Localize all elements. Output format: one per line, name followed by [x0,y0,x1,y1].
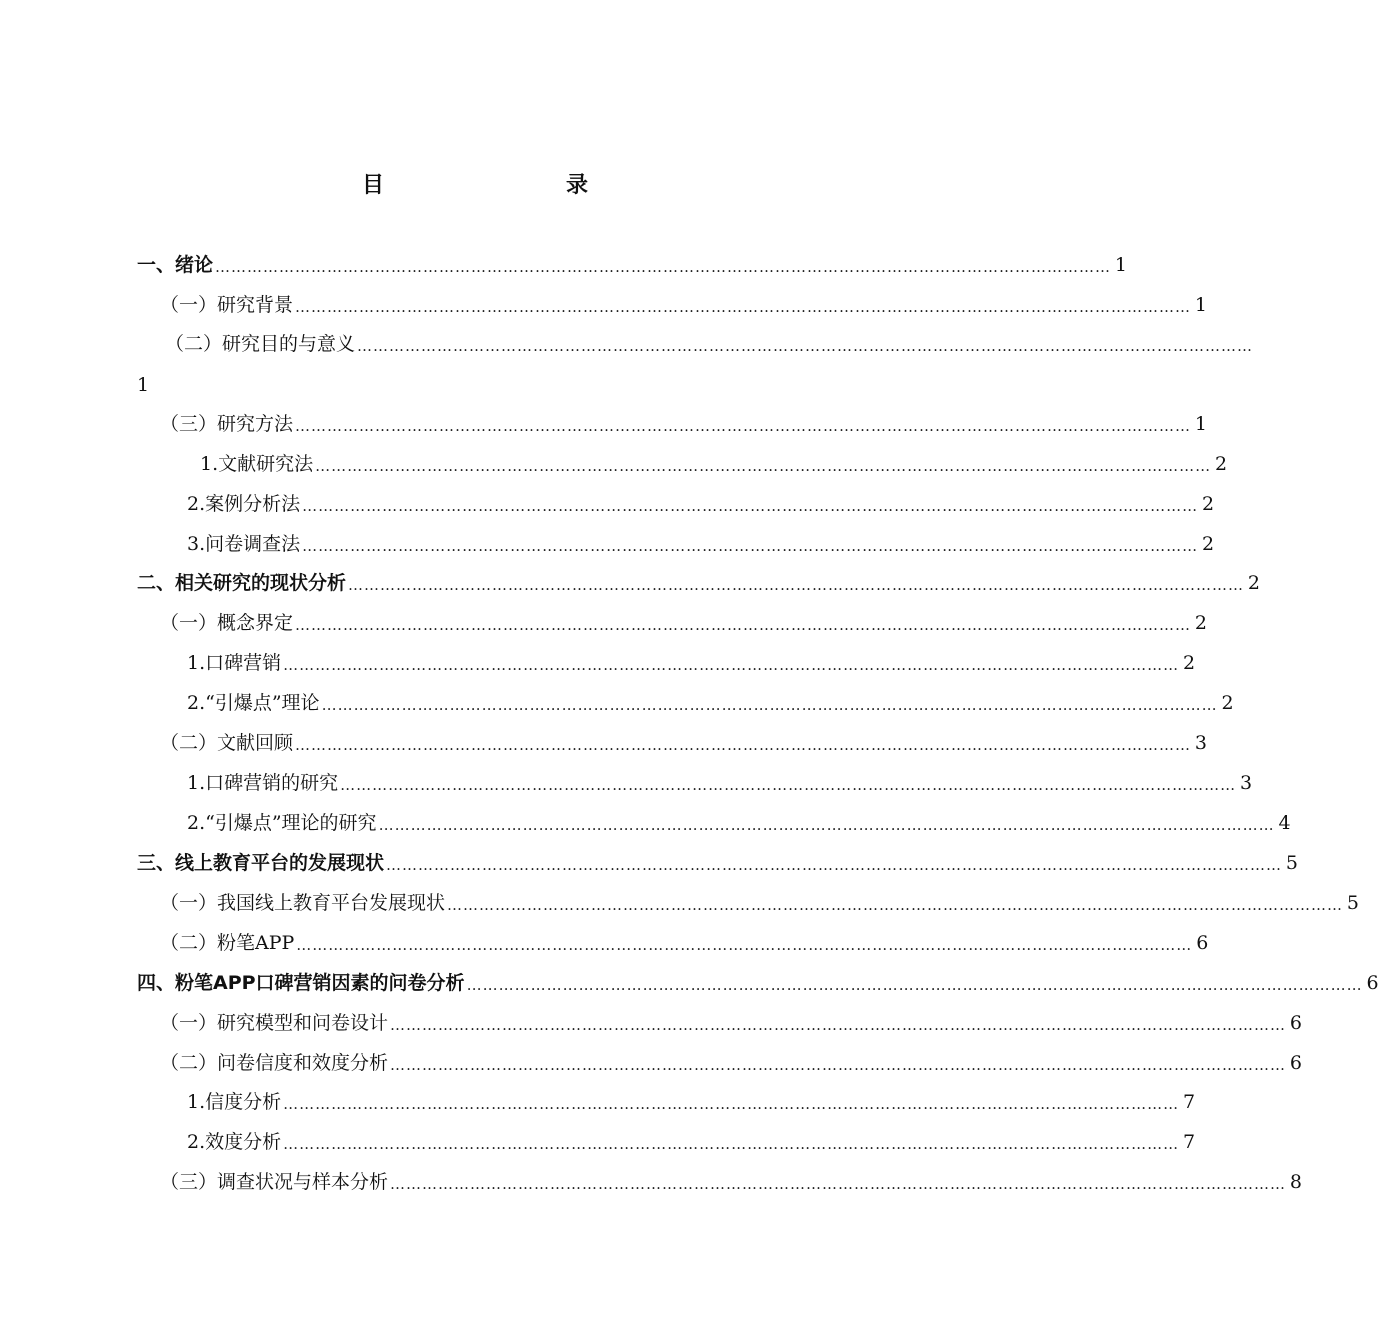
toc-page-number: 7 [1183,1091,1196,1113]
toc-leader: …………………………………………………………………………………………………………………………………………………… [295,616,1192,634]
toc-page-number: 7 [1183,1131,1196,1153]
toc-page-number: 2 [1194,612,1208,634]
toc-page-number: 6 [1289,1052,1303,1074]
toc-entry[interactable] [200,451,1228,477]
toc-entry-text: 三、线上教育平台的发展现状 [137,852,385,874]
toc-page-number: 6 [1196,932,1209,954]
toc-entry[interactable] [187,1129,1196,1155]
toc-page-number: 8 [1289,1171,1303,1193]
toc-leader: …………………………………………………………………………………………………………………………………………………… [283,1135,1180,1153]
toc-leader: …………………………………………………………………………………………………………………………………………………… [295,736,1192,754]
toc-entry-text: 一、绪论 [137,254,214,276]
toc-entry-text: 四、粉笔APP口碑营销因素的问卷分析 [137,972,465,994]
toc-entry-text: （三）调查状况与样本分析 [160,1171,389,1193]
toc-entry-text: 3.问卷调查法 [187,533,301,555]
toc-leader: …………………………………………………………………………………………………………………………………………………… [296,936,1193,954]
toc-entry[interactable] [137,970,1379,996]
toc-leader: …………………………………………………………………………………………………………………………………………………… [390,1056,1287,1074]
toc-page-number: 1 [1194,413,1208,435]
toc-leader: …………………………………………………………………………………………………………………………………………………… [378,816,1275,834]
toc-entry-text: 1.口碑营销的研究 [187,772,339,794]
toc-page-number: 5 [1346,892,1360,914]
toc-entry[interactable] [137,850,1299,876]
toc-page-number: 3 [1240,772,1253,794]
toc-entry-text: （一）研究模型和问卷设计 [160,1012,389,1034]
toc-entry[interactable] [160,411,1208,437]
toc-entry-text: 二、相关研究的现状分析 [137,572,347,594]
toc-entry-text: 2.“引爆点”理论的研究 [187,812,377,834]
toc-leader: …………………………………………………………………………………………………………………………………………………… [390,1016,1287,1034]
toc-entry-text: （三）研究方法 [160,413,294,435]
toc-entry[interactable] [160,730,1208,756]
toc-entry[interactable] [187,770,1253,796]
toc-entry-text: （二）粉笔APP [160,932,295,954]
toc-page-number: 2 [1221,692,1234,714]
toc-entry[interactable] [160,1010,1303,1036]
toc-entry-text: （二）研究目的与意义 [165,333,356,355]
toc-page-number: 4 [1278,812,1291,834]
toc-entry[interactable] [160,890,1360,916]
toc-page-number: 1 [1114,254,1128,276]
toc-entry[interactable] [160,1050,1303,1076]
toc-page-number: 2 [1215,453,1228,475]
toc-page-number: 2 [1202,533,1215,555]
toc-leader: …………………………………………………………………………………………………………………………………………………… [295,298,1192,316]
toc-entry[interactable] [187,531,1215,557]
toc-entry-text: （一）研究背景 [160,294,294,316]
toc-entry-text: 1.信度分析 [187,1091,282,1113]
page-title: 目 录 [361,173,634,198]
toc-entry[interactable] [160,1169,1303,1195]
toc-entry[interactable] [160,610,1208,636]
toc-entry-text: 2.效度分析 [187,1131,282,1153]
toc-entry[interactable] [187,810,1291,836]
toc-page-number: 2 [1202,493,1215,515]
toc-entry[interactable] [160,930,1209,956]
toc-entry[interactable] [137,252,1128,278]
toc-leader: …………………………………………………………………………………………………………………………………………………… [283,656,1180,674]
toc-leader: …………………………………………………………………………………………………………………………………………………… [447,896,1344,914]
toc-entry-text: 1.文献研究法 [200,453,314,475]
toc-leader: …………………………………………………………………………………………………………………………………………………… [321,696,1218,714]
toc-entry-text: 1.口碑营销 [187,652,282,674]
toc-page-number: 2 [1183,652,1196,674]
toc-entry[interactable] [160,292,1208,318]
toc-page-number: 3 [1194,732,1208,754]
toc-leader: …………………………………………………………………………………………………………………………………………………… [283,1095,1180,1113]
toc-leader: …………………………………………………………………………………………………………………………………………………… [302,537,1199,555]
toc-entry[interactable] [187,650,1196,676]
toc-leader: …………………………………………………………………………………………………………………………………………………… [357,337,1254,355]
toc-leader: …………………………………………………………………………………………………………………………………………………… [340,776,1237,794]
toc-entry[interactable] [187,690,1234,716]
toc-leader: …………………………………………………………………………………………………………………………………………………… [348,576,1245,594]
toc-entry-text: （二）问卷信度和效度分析 [160,1052,389,1074]
toc-leader: …………………………………………………………………………………………………………………………………………………… [295,417,1192,435]
toc-entry-text: （一）我国线上教育平台发展现状 [160,892,446,914]
toc-page-number: 1 [1194,294,1208,316]
toc-leader: …………………………………………………………………………………………………………………………………………………… [315,457,1212,475]
toc-entry[interactable] [187,1089,1196,1115]
toc-leader: …………………………………………………………………………………………………………………………………………………… [215,258,1112,276]
toc-page-number-wrapped: 1 [137,374,150,396]
toc-leader: …………………………………………………………………………………………………………………………………………………… [390,1175,1287,1193]
toc-entry[interactable] [165,331,1254,357]
toc-page-number: 5 [1285,852,1299,874]
toc-leader: …………………………………………………………………………………………………………………………………………………… [466,976,1363,994]
toc-entry-text: （二）文献回顾 [160,732,294,754]
toc-entry-text: 2.“引爆点”理论 [187,692,320,714]
toc-entry-text: （一）概念界定 [160,612,294,634]
toc-entry-text: 2.案例分析法 [187,493,301,515]
toc-entry[interactable] [137,570,1261,596]
toc-page-number: 2 [1247,572,1261,594]
toc-entry[interactable] [187,491,1215,517]
toc-leader: …………………………………………………………………………………………………………………………………………………… [386,856,1283,874]
toc-page-number: 6 [1289,1012,1303,1034]
toc-leader: …………………………………………………………………………………………………………………………………………………… [302,497,1199,515]
toc-page-number: 6 [1366,972,1379,994]
